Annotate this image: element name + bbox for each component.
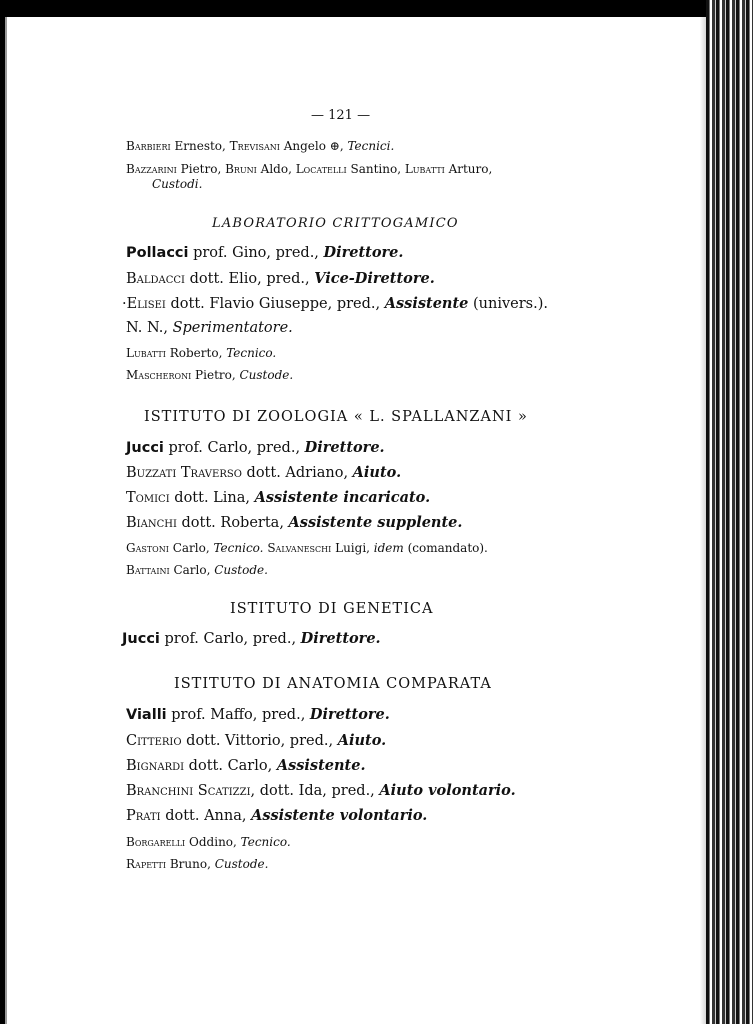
section-heading <box>174 677 492 692</box>
staff-line <box>126 369 293 381</box>
staff-line <box>126 836 291 848</box>
text-segment: prof. Carlo, pred., <box>163 440 305 456</box>
text-segment: Oddino, <box>185 835 241 849</box>
text-segment: Bianchi <box>126 515 177 531</box>
text-segment: ISTITUTO DI GENETICA <box>230 601 434 617</box>
text-segment: Jucci <box>122 631 160 647</box>
text-segment: (comandato). <box>403 541 488 555</box>
text-segment: LABORATORIO CRITTOGAMICO <box>212 216 459 231</box>
text-segment: Angelo ⊕, <box>279 139 348 153</box>
section-heading <box>212 217 459 230</box>
text-segment: Custode. <box>214 857 269 871</box>
text-segment: Tecnici. <box>347 139 395 153</box>
text-segment: Baldacci <box>126 271 186 287</box>
text-segment: Trevisani <box>229 139 280 153</box>
text-segment: idem <box>373 541 404 555</box>
staff-line <box>126 784 516 799</box>
text-segment: Carlo, <box>168 541 214 555</box>
staff-line <box>126 272 435 287</box>
text-segment: Direttore. <box>300 630 381 647</box>
staff-line <box>126 809 427 824</box>
staff-line <box>122 632 381 647</box>
text-segment: Jucci <box>126 440 164 456</box>
text-segment: dott. Vittorio, pred., <box>181 733 338 749</box>
text-segment: Citterio <box>126 733 182 749</box>
text-segment: Ernesto, <box>170 139 230 153</box>
text-segment: Bruni <box>225 162 257 176</box>
text-segment: ISTITUTO DI ANATOMIA COMPARATA <box>174 676 492 692</box>
text-segment: dott. Carlo, <box>184 758 277 774</box>
scan-border-shade <box>5 17 7 1024</box>
text-segment: Tecnico. <box>226 346 277 360</box>
text-segment: dott. Roberta, <box>176 515 289 531</box>
staff-line <box>126 516 462 531</box>
text-segment: Vice-Direttore. <box>314 270 435 287</box>
staff-line <box>126 321 293 336</box>
scan-border-top <box>0 0 753 17</box>
text-segment: Mascheroni <box>126 368 192 382</box>
text-segment: Direttore. <box>309 706 390 723</box>
staff-line <box>126 347 276 359</box>
text-segment: , dott. Ida, pred., <box>250 783 380 799</box>
text-segment: prof. Gino, pred., <box>188 245 324 261</box>
text-segment: N. N., <box>126 320 173 336</box>
text-segment: Branchini Scatizzi <box>126 783 251 799</box>
text-segment: dott. Adriano, <box>241 465 353 481</box>
text-segment: Battaini <box>126 563 170 577</box>
text-segment: Custodi. <box>152 177 203 191</box>
text-segment: dott. Elio, pred., <box>185 271 315 287</box>
text-segment: Buzzati Traverso <box>126 465 242 481</box>
book-spine <box>706 0 753 1024</box>
text-segment: Lubatti <box>126 346 166 360</box>
staff-line <box>126 734 386 749</box>
text-segment: Barbieri <box>126 139 171 153</box>
text-segment: Luigi, <box>331 541 374 555</box>
text-segment: Aldo, <box>256 162 296 176</box>
text-segment: dott. Lina, <box>169 490 255 506</box>
text-segment: (univers.). <box>468 296 548 312</box>
text-segment: Assistente supplente. <box>288 514 463 531</box>
text-segment: Rapetti <box>126 857 167 871</box>
text-segment: Sperimentatore. <box>172 320 293 336</box>
text-segment: Assistente <box>384 295 469 312</box>
staff-line <box>126 441 385 456</box>
text-segment: Pietro, <box>176 162 226 176</box>
text-segment: Custode. <box>239 368 294 382</box>
section-heading <box>144 410 528 425</box>
staff-line <box>126 858 268 870</box>
text-segment: Santino, <box>346 162 405 176</box>
staff-line <box>126 564 268 576</box>
text-segment: Prati <box>126 808 161 824</box>
text-segment: Roberto, <box>165 346 227 360</box>
text-segment: Salvaneschi <box>267 541 332 555</box>
staff-line <box>126 140 394 152</box>
staff-line <box>152 178 202 190</box>
text-segment: ISTITUTO DI ZOOLOGIA « L. SPALLANZANI » <box>144 409 528 425</box>
text-segment: Carlo, <box>169 563 215 577</box>
text-segment: Locatelli <box>295 162 347 176</box>
text-segment: Pollacci <box>126 245 189 261</box>
text-segment: Assistente incaricato. <box>254 489 431 506</box>
staff-line <box>126 542 488 554</box>
staff-line <box>122 297 548 312</box>
text-segment: Tecnico. <box>240 835 291 849</box>
staff-line <box>126 246 403 261</box>
text-segment: dott. Flavio Giuseppe, pred., <box>165 296 385 312</box>
text-segment: Direttore. <box>323 244 404 261</box>
text-segment: Borgarelli <box>126 835 186 849</box>
text-segment: Bazzarini <box>126 162 177 176</box>
text-segment: Assistente. <box>276 757 366 774</box>
staff-line <box>126 708 390 723</box>
text-segment: ·Elisei <box>122 296 166 312</box>
staff-line <box>126 759 366 774</box>
text-segment: Bruno, <box>166 857 215 871</box>
text-segment: Direttore. <box>304 439 385 456</box>
text-segment: Custode. <box>214 563 268 577</box>
text-segment: Pietro, <box>191 368 240 382</box>
text-segment: Tecnico. <box>213 541 264 555</box>
text-segment: prof. Carlo, pred., <box>159 631 301 647</box>
text-segment: Arturo, <box>444 162 493 176</box>
text-segment: dott. Anna, <box>160 808 252 824</box>
staff-line <box>126 466 401 481</box>
text-segment: Aiuto. <box>337 732 387 749</box>
page-number: — 121 — <box>311 108 371 123</box>
text-segment: Bignardi <box>126 758 185 774</box>
text-segment: Assistente volontario. <box>251 807 428 824</box>
section-heading <box>230 602 434 617</box>
text-segment: Gastoni <box>126 541 169 555</box>
staff-line <box>126 491 430 506</box>
text-segment: Vialli <box>126 707 167 723</box>
text-segment: Tomici <box>126 490 170 506</box>
staff-line <box>126 163 492 175</box>
text-segment: Aiuto. <box>352 464 402 481</box>
text-segment: Lubatti <box>404 162 445 176</box>
text-segment: Aiuto volontario. <box>379 782 516 799</box>
text-segment: prof. Maffo, pred., <box>166 707 310 723</box>
